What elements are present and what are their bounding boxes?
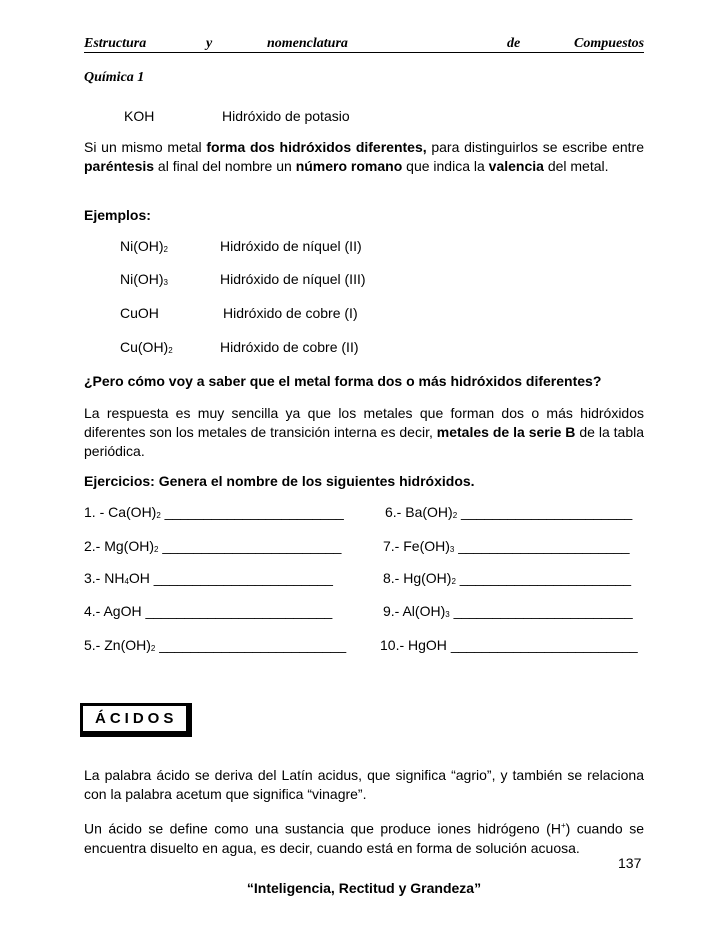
exercise-item: 2.- $Mg(OH)_2$ _______________________ [84, 538, 342, 554]
exercise-item: 8.- $Hg(OH)_2$ ______________________ [383, 570, 632, 586]
exercise-item: 10.- HgOH ________________________ [380, 637, 638, 653]
exercise-item: 6.- $Ba(OH)_2$ ______________________ [385, 504, 633, 520]
name-koh: Hidróxido de potasio [222, 108, 350, 124]
exercise-item: 9.- $Al(OH)_3$ _______________________ [383, 603, 633, 619]
header-word: Estructura [84, 36, 147, 51]
exercise-item: 4.- AgOH ________________________ [84, 603, 333, 619]
example-formula: $Ni(OH)_3$ [120, 271, 168, 287]
page-number: 137 [618, 855, 642, 871]
header-word: nomenclatura [267, 36, 348, 51]
examples-heading: Ejemplos: [84, 207, 151, 223]
exercise-item: 1. - $Ca(OH)_2$ _______________________ [84, 504, 344, 520]
exercise-item: 5.- $Zn(OH)_2$ ________________________ [84, 637, 347, 653]
question-heading: ¿Pero cómo voy a saber que el metal forma dos o más hidróxidos diferentes? [84, 373, 602, 389]
header-word: de [507, 36, 521, 51]
formula-koh: KOH [124, 108, 155, 124]
exercise-item: 7.- $Fe(OH)_3$ ______________________ [383, 538, 630, 554]
example-formula: CuOH [120, 305, 159, 321]
paragraph-acid-definition: Un ácido se define como una sustancia que produce iones hidrógeno (H+) cuando se encuentra disuelto en agua, es decir, cuando está en forma de solución acuosa. [84, 820, 644, 856]
paragraph-roman-numeral: Si un mismo metal forma dos hidróxidos diferentes, para distinguirlos se escribe entre paréntesis al final del nombre un número romano que indica la valencia del metal. [84, 139, 644, 174]
header-word: y [206, 36, 213, 51]
header-subtitle: Química 1 [84, 70, 145, 85]
running-header [84, 36, 644, 53]
example-name: Hidróxido de níquel (III) [220, 271, 366, 287]
exercise-item: 3.- $NH_4OH$ _______________________ [84, 570, 333, 586]
paragraph-acid-etymology: La palabra ácido se deriva del Latín acidus, que significa “agrio”, y también se relaciona con la palabra acetum que significa “vinagre”. [84, 767, 644, 802]
footer-motto: “Inteligencia, Rectitud y Grandeza” [246, 880, 482, 896]
example-name: Hidróxido de níquel (II) [220, 238, 362, 254]
header-word: Compuestos [574, 36, 645, 51]
example-name: Hidróxido de cobre (I) [223, 305, 358, 321]
example-name: Hidróxido de cobre (II) [220, 339, 359, 355]
example-formula: $Cu(OH)_2$ [120, 339, 173, 355]
example-formula: $Ni(OH)_2$ [120, 238, 168, 254]
exercises-heading: Ejercicios: Genera el nombre de los siguientes hidróxidos. [84, 473, 475, 489]
paragraph-answer: La respuesta es muy sencilla ya que los metales que forman dos o más hidróxidos diferentes son los metales de transición interna es decir, metales de la serie B de la tabla periódica. [84, 405, 644, 459]
acids-section-label: ÁCIDOS [80, 703, 192, 737]
